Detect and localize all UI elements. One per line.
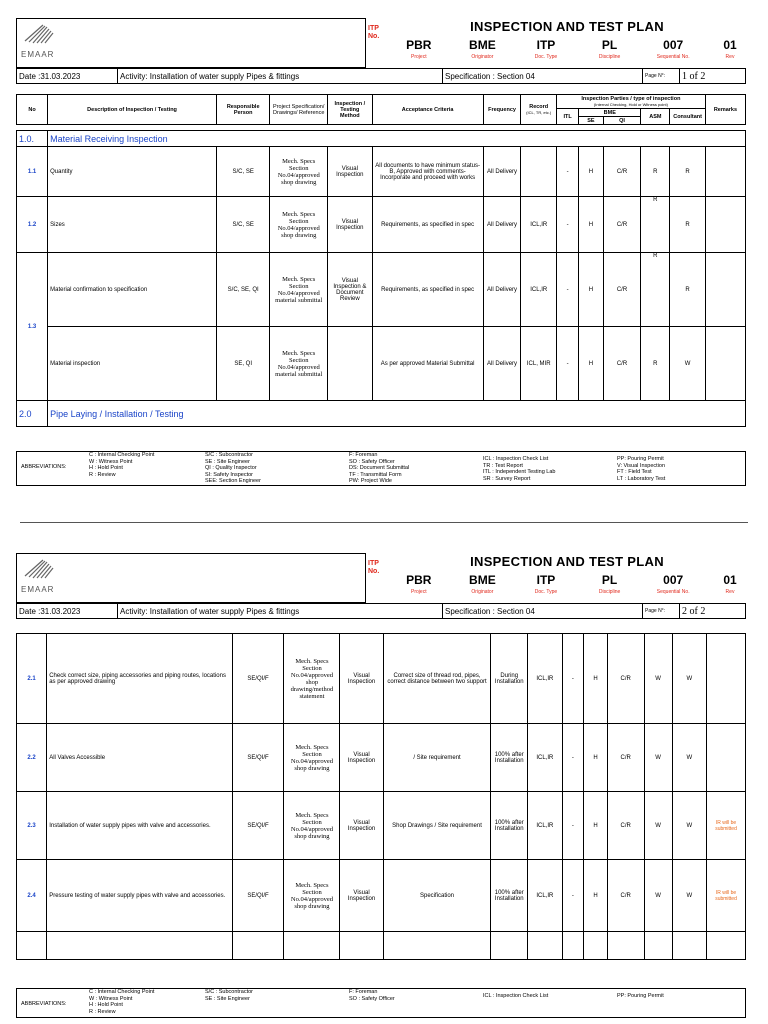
activity: Activity: Installation of water supply Pipes & fittings — [118, 604, 443, 619]
row-asm: W — [644, 792, 672, 860]
row-asm: R — [641, 197, 670, 253]
abbr-item: DS: Document Submittal — [349, 465, 410, 471]
abbr-item: SE : Site Engineer — [205, 458, 250, 465]
row-method: Visual Inspection — [340, 724, 383, 792]
row-remarks: IR will be submitted — [707, 792, 746, 860]
row-se: H — [579, 253, 603, 327]
abbr-item: H : Hold Point — [89, 465, 123, 471]
row-method: Visual Inspection — [328, 197, 372, 253]
row-asm: W — [644, 634, 672, 724]
abbr-item: F: Foreman — [349, 989, 378, 995]
row-qi: C/R — [607, 634, 644, 724]
row-freq: 100% after Installation — [491, 860, 528, 932]
emaar-logo-icon — [21, 556, 69, 586]
row-method: Visual Inspection — [328, 147, 372, 197]
abbr-item: SO : Safety Officer — [349, 995, 395, 1002]
row-remarks — [707, 724, 746, 792]
table-row — [17, 253, 746, 327]
abbr-item: ICL : Inspection Check List — [483, 456, 549, 462]
row-qi: C/R — [603, 253, 641, 327]
col-se: SE — [579, 117, 603, 125]
page-title: INSPECTION AND TEST PLAN — [470, 18, 664, 34]
abbr-item: SI: Safety Inspector — [205, 471, 253, 478]
itp-no-label: ITP No. — [368, 559, 380, 575]
row-criteria: Correct size of thread rod, pipes, correct distance between two support — [383, 634, 491, 724]
row-desc: Material confirmation to specification — [48, 253, 217, 327]
row-qi: C/R — [607, 792, 644, 860]
col-parties-label: Inspection Parties / type of inspection — [581, 95, 681, 102]
section-no: 2.0 — [17, 401, 48, 427]
abbr-label: ABBREVIATIONS: — [21, 464, 67, 470]
header-page-1 — [16, 18, 746, 68]
col-bme: BME — [579, 109, 641, 117]
col-itl: ITL — [556, 109, 578, 125]
row-resp: SE/QI/F — [232, 634, 284, 724]
code-label: Project — [411, 53, 427, 60]
activity: Activity: Installation of water supply Pipes & fittings — [118, 69, 443, 84]
abbr-item: R : Review — [89, 1008, 116, 1015]
abbr-item: C : Internal Checking Point — [89, 452, 155, 458]
row-cons: W — [672, 792, 707, 860]
code-label: Rev — [725, 53, 735, 60]
page-divider — [20, 522, 748, 523]
table-row — [17, 634, 746, 724]
col-description: Description of Inspection / Testing — [48, 95, 217, 125]
abbr-item: H : Hold Point — [89, 1002, 123, 1008]
row-qi: C/R — [603, 147, 641, 197]
row-cons: W — [672, 860, 707, 932]
code-rev: 01 — [723, 37, 737, 52]
abbr-item: V: Visual Inspection — [617, 462, 666, 469]
row-itl: - — [562, 792, 584, 860]
abbr-item: TF : Transmittal Form — [349, 471, 402, 478]
row-cons: W — [670, 327, 706, 401]
abbr-item: LT : Laboratory Test — [617, 475, 666, 482]
section-no: 1.0. — [17, 131, 48, 147]
specification: Specification : Section 04 — [443, 69, 643, 84]
row-se: H — [584, 792, 608, 860]
abbr-item: ICL : Inspection Check List — [483, 993, 549, 999]
col-method: Inspection / Testing Method — [328, 95, 372, 125]
row-record: ICL,IR — [528, 792, 563, 860]
abbr-group-4 — [481, 452, 615, 486]
row-resp: SE, QI — [217, 327, 270, 401]
section-row — [17, 131, 746, 147]
row-no: 2.3 — [17, 792, 47, 860]
abbr-group-1 — [17, 452, 204, 486]
specification: Specification : Section 04 — [443, 604, 643, 619]
code-label: Doc. Type — [534, 53, 558, 60]
row-record: ICL,IR — [528, 860, 563, 932]
abbreviations-page-1 — [16, 451, 746, 486]
row-ref: Mech. Specs Section No.04/approved shop drawing — [270, 197, 328, 253]
row-desc: Quantity — [48, 147, 217, 197]
table-row — [17, 327, 746, 401]
row-record — [521, 147, 557, 197]
row-no: 1.1 — [17, 147, 48, 197]
col-qi: QI — [603, 117, 641, 125]
row-freq: All Delivery — [483, 327, 521, 401]
row-se: H — [584, 724, 608, 792]
brand-name: EMAAR — [21, 585, 55, 594]
abbr-item: W : Witness Point — [89, 458, 133, 465]
page-number-label: Page N°: — [643, 69, 680, 84]
row-no: 2.2 — [17, 724, 47, 792]
col-parties — [556, 95, 705, 109]
row-criteria: Shop Drawings / Site requirement — [383, 792, 491, 860]
col-frequency: Frequency — [483, 95, 521, 125]
row-record: ICL,IR — [528, 634, 563, 724]
col-parties-sub: (Internal Checking, Hold or Witness point) — [593, 101, 668, 107]
row-resp: S/C, SE — [217, 147, 270, 197]
row-desc: Pressure testing of water supply pipes with valve and accessories. — [47, 860, 232, 932]
col-consultant: Consultant — [670, 109, 706, 125]
col-asm: ASM — [641, 109, 670, 125]
row-qi: C/R — [607, 860, 644, 932]
row-se: H — [579, 197, 603, 253]
page-number-label: Page N°: — [643, 604, 680, 619]
abbr-group-2 — [203, 989, 347, 1018]
row-remarks — [705, 253, 745, 327]
row-criteria: All documents to have minimum status-B, Approved with comments-Incorporate and proceed with works — [372, 147, 483, 197]
row-asm: R — [641, 253, 670, 327]
row-remarks — [705, 327, 745, 401]
section-row — [17, 401, 746, 427]
page-number: 1 of 2 — [680, 69, 746, 84]
abbr-item: S/C : Subcontractor — [205, 989, 253, 995]
row-cons: R — [670, 253, 706, 327]
abbr-group-5 — [615, 452, 746, 486]
row-no: 1.2 — [17, 197, 48, 253]
abbr-item: PP: Pouring Permit — [617, 993, 664, 999]
code-doc-type: ITP — [536, 37, 556, 52]
row-qi: C/R — [607, 724, 644, 792]
abbr-group-4 — [481, 989, 615, 1018]
itp-no-label: ITP No. — [368, 24, 380, 40]
row-record: ICL,IR — [528, 724, 563, 792]
row-no: 2.4 — [17, 860, 47, 932]
code-label: Doc. Type — [534, 588, 558, 595]
emaar-logo-icon — [21, 21, 69, 51]
abbr-item: W : Witness Point — [89, 995, 133, 1002]
header-page-2 — [16, 553, 746, 603]
row-freq: 100% after Installation — [491, 724, 528, 792]
code-label: Sequential No. — [656, 588, 690, 595]
row-record: ICL,IR — [521, 253, 557, 327]
row-criteria: As per approved Material Submittal — [372, 327, 483, 401]
row-remarks — [707, 634, 746, 724]
row-cons: W — [672, 634, 707, 724]
row-ref: Mech. Specs Section No.04/approved shop drawing — [284, 860, 340, 932]
logo-cell — [17, 554, 366, 603]
row-record: ICL,IR — [521, 197, 557, 253]
row-itl: - — [556, 197, 578, 253]
code-label: Project — [411, 588, 427, 595]
row-ref: Mech. Specs Section No.04/approved shop drawing — [284, 792, 340, 860]
code-label: Sequential No. — [656, 53, 690, 60]
code-sequential: 007 — [663, 572, 684, 587]
table-row-empty — [17, 932, 746, 960]
page-title: INSPECTION AND TEST PLAN — [470, 553, 664, 569]
row-itl: - — [562, 724, 584, 792]
code-originator: BME — [469, 572, 496, 587]
brand-name: EMAAR — [21, 50, 55, 59]
code-label: Rev — [725, 588, 735, 595]
abbr-item: ITL : Independent Testing Lab — [483, 469, 556, 475]
row-resp: SE/QI/F — [232, 724, 284, 792]
code-doc-type: ITP — [536, 572, 556, 587]
code-label: Originator — [471, 588, 494, 595]
row-se: H — [584, 634, 608, 724]
row-se: H — [579, 327, 603, 401]
row-freq: During Installation — [491, 634, 528, 724]
row-freq: All Delivery — [483, 253, 521, 327]
row-qi: C/R — [603, 197, 641, 253]
abbr-item: R : Review — [89, 471, 116, 478]
abbr-item: SE : Site Engineer — [205, 995, 250, 1002]
row-asm: R — [641, 327, 670, 401]
table-row — [17, 860, 746, 932]
row-freq: All Delivery — [483, 197, 521, 253]
date: Date :31.03.2023 — [17, 604, 118, 619]
table-row — [17, 197, 746, 253]
abbreviations-page-2 — [16, 988, 746, 1018]
col-record-label: Record — [529, 103, 549, 110]
row-method — [328, 327, 372, 401]
abbr-group-5 — [615, 989, 746, 1018]
row-method: Visual Inspection — [340, 634, 383, 724]
col-responsible: Responsible Person — [217, 95, 270, 125]
code-label: Discipline — [598, 53, 621, 60]
row-method: Visual Inspection — [340, 792, 383, 860]
row-desc: Sizes — [48, 197, 217, 253]
row-ref: Mech. Specs Section No.04/approved shop drawing/method statement — [284, 634, 340, 724]
row-freq: All Delivery — [483, 147, 521, 197]
col-remarks: Remarks — [705, 95, 745, 125]
code-sequential: 007 — [663, 37, 684, 52]
row-method: Visual Inspection & Document Review — [328, 253, 372, 327]
row-criteria: Requirements, as specified in spec — [372, 197, 483, 253]
row-desc: Material inspection — [48, 327, 217, 401]
section-title: Material Receiving Inspection — [48, 131, 746, 147]
row-se: H — [579, 147, 603, 197]
abbr-item: SR : Survey Report — [483, 475, 531, 482]
code-rev: 01 — [723, 572, 737, 587]
row-desc: All Valves Accessible — [47, 724, 232, 792]
itp-page-1 — [16, 18, 746, 486]
row-resp: SE/QI/F — [232, 792, 284, 860]
row-cons: R — [670, 147, 706, 197]
code-discipline: PL — [601, 572, 618, 587]
col-record-sub: (ICL, TR, etc.) — [526, 109, 552, 115]
table-row — [17, 792, 746, 860]
row-itl: - — [556, 253, 578, 327]
abbr-group-3 — [347, 452, 481, 486]
row-itl: - — [562, 860, 584, 932]
row-ref: Mech. Specs Section No.04/approved material submittal — [270, 327, 328, 401]
row-asm: W — [644, 724, 672, 792]
row-cons: W — [672, 724, 707, 792]
row-itl: - — [562, 634, 584, 724]
col-no: No — [17, 95, 48, 125]
code-project: PBR — [406, 37, 432, 52]
abbr-item: FT : Field Test — [617, 469, 652, 475]
col-criteria: Acceptance Criteria — [372, 95, 483, 125]
abbr-item: SO : Safety Officer — [349, 458, 395, 465]
itp-page-2 — [16, 553, 746, 1018]
page-number: 2 of 2 — [680, 604, 746, 619]
table-row — [17, 724, 746, 792]
section-title: Pipe Laying / Installation / Testing — [48, 401, 746, 427]
row-remarks: IR will be submitted — [707, 860, 746, 932]
row-ref: Mech. Specs Section No.04/approved material submittal — [270, 253, 328, 327]
code-label: Discipline — [598, 588, 621, 595]
code-originator: BME — [469, 37, 496, 52]
code-label: Originator — [471, 53, 494, 60]
row-asm: R — [641, 147, 670, 197]
row-asm: W — [644, 860, 672, 932]
row-desc: Installation of water supply pipes with valve and accessories. — [47, 792, 232, 860]
abbr-item: TR : Test Report — [483, 462, 523, 469]
row-resp: SE/QI/F — [232, 860, 284, 932]
col-record — [521, 95, 557, 125]
abbr-item: C : Internal Checking Point — [89, 989, 155, 995]
row-resp: S/C, SE — [217, 197, 270, 253]
row-itl: - — [556, 327, 578, 401]
row-cons: R — [670, 197, 706, 253]
info-bar-page-1 — [16, 68, 746, 84]
row-no: 1.3 — [17, 253, 48, 401]
abbr-group-2 — [203, 452, 347, 486]
code-project: PBR — [406, 572, 432, 587]
abbr-item: PW: Project Wide — [349, 478, 392, 484]
row-itl: - — [556, 147, 578, 197]
abbr-item: PP: Pouring Permit — [617, 456, 664, 462]
row-method: Visual Inspection — [340, 860, 383, 932]
col-reference: Project Specification/ Drawings/ Reference — [270, 95, 328, 125]
row-no: 2.1 — [17, 634, 47, 724]
row-se: H — [584, 860, 608, 932]
row-remarks — [705, 147, 745, 197]
abbr-item: QI : Quality Inspector — [205, 465, 257, 471]
row-criteria: Requirements, as specified in spec — [372, 253, 483, 327]
row-ref: Mech. Specs Section No.04/approved shop drawing — [284, 724, 340, 792]
row-record: ICL, MIR — [521, 327, 557, 401]
itp-table-page-1 — [16, 94, 746, 427]
row-resp: S/C, SE, QI — [217, 253, 270, 327]
row-desc: Check correct size, piping accessories and piping routes, locations as per approved drawing — [47, 634, 232, 724]
date: Date :31.03.2023 — [17, 69, 118, 84]
row-criteria: / Site requirement — [383, 724, 491, 792]
row-qi: C/R — [603, 327, 641, 401]
row-criteria: Specification — [383, 860, 491, 932]
abbr-group-1 — [17, 989, 204, 1018]
abbr-label: ABBREVIATIONS: — [21, 1001, 67, 1007]
abbr-item: SEE: Section Engineer — [205, 478, 261, 484]
logo-cell — [17, 19, 366, 68]
code-discipline: PL — [601, 37, 618, 52]
info-bar-page-2 — [16, 603, 746, 619]
abbr-item: F: Foreman — [349, 452, 378, 458]
abbr-group-3 — [347, 989, 481, 1018]
itp-table-page-2 — [16, 633, 746, 960]
abbr-item: S/C : Subcontractor — [205, 452, 253, 458]
table-row — [17, 147, 746, 197]
row-freq: 100% after Installation — [491, 792, 528, 860]
row-remarks — [705, 197, 745, 253]
row-ref: Mech. Specs Section No.04/approved shop drawing — [270, 147, 328, 197]
